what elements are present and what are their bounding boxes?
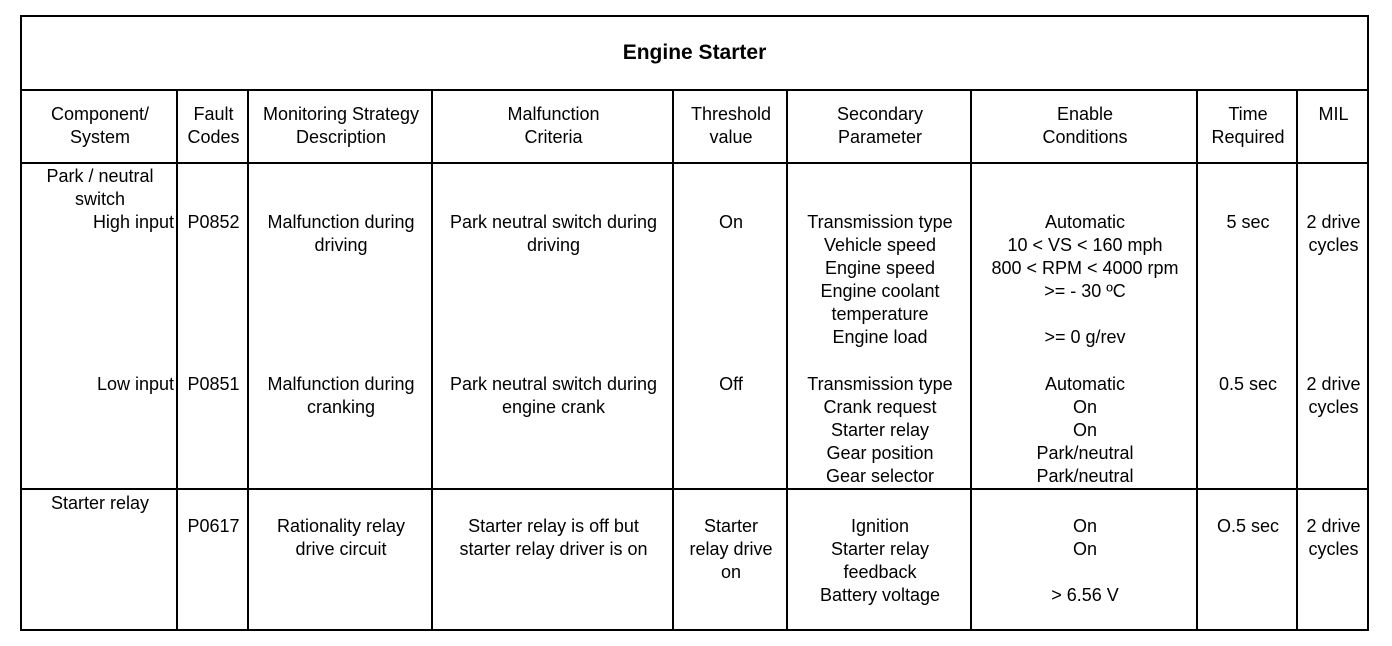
starter-relay-mil: 2 drive cycles [1306, 516, 1361, 559]
header-mil: MIL [1318, 104, 1349, 124]
high-input-enable: Automatic 10 < VS < 160 mph 800 < RPM < 4000 rpm >= - 30 ºC >= 0 g/rev [991, 212, 1179, 347]
low-input-criteria: Park neutral switch during engine crank [449, 374, 658, 417]
low-input-mil: 2 drive cycles [1306, 374, 1361, 417]
starter-relay-secondary: Ignition Starter relay feedback Battery voltage [819, 516, 941, 605]
starter-relay-threshold: Starter relay drive on [689, 516, 773, 582]
high-input-criteria: Park neutral switch during driving [449, 212, 658, 255]
header-time-required: Time Required [1211, 104, 1285, 147]
header-component: Component/ System [50, 104, 150, 147]
low-input-enable: Automatic On On Park/neutral Park/neutral [1036, 374, 1134, 486]
starter-relay-strategy: Rationality relay drive circuit [276, 516, 406, 559]
park-switch-label: Park / neutral switch [46, 166, 154, 209]
engine-starter-table [20, 15, 1369, 631]
low-input-code: P0851 [187, 374, 240, 394]
high-input-secondary: Transmission type Vehicle speed Engine speed Engine coolant temperature Engine load [807, 212, 953, 347]
table-title: Engine Starter [22, 17, 1367, 91]
header-divider [22, 162, 1367, 164]
high-input-time: 5 sec [1226, 212, 1270, 232]
header-enable-conditions: Enable Conditions [1042, 104, 1128, 147]
starter-relay-time: O.5 sec [1216, 516, 1280, 536]
header-secondary-parameter: Secondary Parameter [836, 104, 924, 147]
low-input-secondary: Transmission type Crank request Starter relay Gear position Gear selector [807, 374, 953, 486]
low-input-strategy: Malfunction during cranking [267, 374, 415, 417]
header-fault-codes: Fault Codes [187, 104, 240, 147]
header-monitoring-strategy: Monitoring Strategy Description [262, 104, 420, 147]
row-divider [22, 488, 1367, 490]
high-input-strategy: Malfunction during driving [267, 212, 415, 255]
starter-relay-enable: On On > 6.56 V [1051, 516, 1119, 605]
starter-relay-label: Starter relay [50, 493, 150, 513]
high-input-code: P0852 [187, 212, 240, 232]
header-malfunction-criteria: Malfunction Criteria [507, 104, 600, 147]
header-threshold: Threshold value [690, 104, 772, 147]
high-input-mil: 2 drive cycles [1306, 212, 1361, 255]
starter-relay-criteria: Starter relay is off but starter relay driver is on [459, 516, 648, 559]
low-input-label: Low input [96, 374, 174, 394]
high-input-threshold: On [718, 212, 743, 232]
high-input-label: High input [92, 212, 174, 232]
low-input-time: 0.5 sec [1218, 374, 1278, 394]
starter-relay-code: P0617 [187, 516, 240, 536]
low-input-threshold: Off [719, 374, 743, 394]
